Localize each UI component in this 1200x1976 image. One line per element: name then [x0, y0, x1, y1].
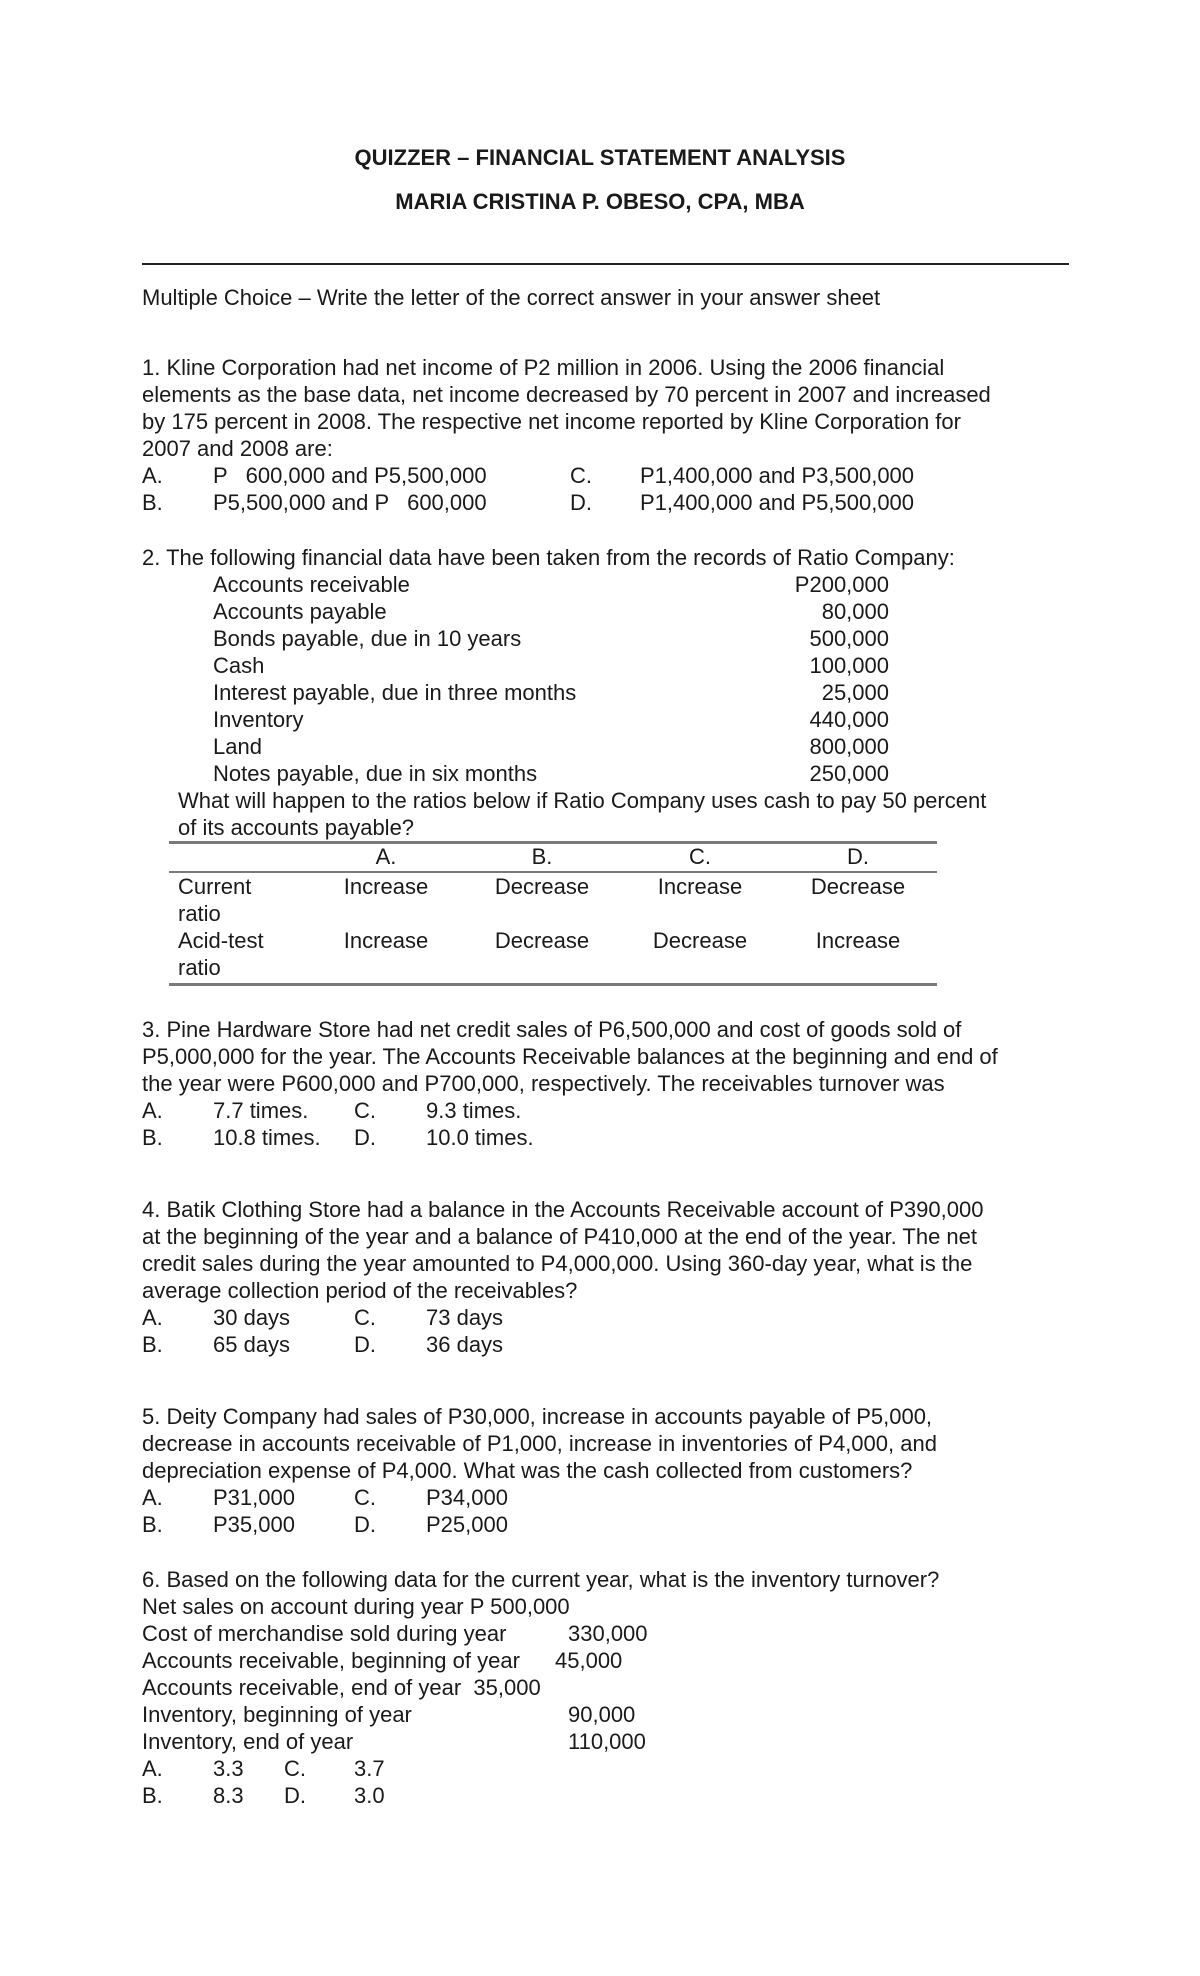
table-cell: Increase — [815, 928, 901, 953]
choice-text: P34,000 — [426, 1485, 508, 1510]
choice-text: P5,500,000 and P 600,000 — [213, 490, 487, 515]
choice-text: 3.3 — [213, 1756, 244, 1781]
question-text-line: at the beginning of the year and a balance of P410,000 at the end of the year. The net — [142, 1224, 978, 1249]
choice-letter: D. — [354, 1125, 376, 1150]
data-label: Inventory, end of year — [142, 1729, 354, 1754]
data-amount: 90,000 — [568, 1702, 636, 1727]
data-amount: 330,000 — [568, 1621, 648, 1646]
question-text-line: 1. Kline Corporation had net income of P2 million in 2006. Using the 2006 financial — [142, 355, 945, 380]
choice-text: 8.3 — [213, 1783, 244, 1808]
choice-letter: B. — [142, 1125, 163, 1150]
choice-text: P31,000 — [213, 1485, 295, 1510]
choice-text: 30 days — [213, 1305, 291, 1330]
data-label: Land — [213, 734, 262, 759]
question-text-line: 2007 and 2008 are: — [142, 436, 333, 461]
choice-letter: B. — [142, 1512, 163, 1537]
question-text-line: 4. Batik Clothing Store had a balance in the Accounts Receivable account of P390,000 — [142, 1197, 984, 1222]
table-header: A. — [375, 844, 397, 869]
choice-letter: C. — [354, 1305, 376, 1330]
question-text-line: elements as the base data, net income decreased by 70 percent in 2007 and increased — [142, 382, 991, 407]
data-amount: P200,000 — [794, 572, 889, 597]
document-title: QUIZZER – FINANCIAL STATEMENT ANALYSIS — [354, 145, 846, 170]
choice-letter: D. — [570, 490, 592, 515]
instructions: Multiple Choice – Write the letter of the correct answer in your answer sheet — [142, 285, 881, 310]
data-amount: 250,000 — [809, 761, 889, 786]
data-label: Accounts payable — [213, 599, 387, 624]
choice-letter: C. — [570, 463, 592, 488]
choice-letter: B. — [142, 1332, 163, 1357]
table-cell: Decrease — [810, 874, 906, 899]
data-amount: 800,000 — [809, 734, 889, 759]
data-amount: 80,000 — [821, 599, 889, 624]
choice-text: 36 days — [426, 1332, 504, 1357]
choice-letter: A. — [142, 1098, 163, 1123]
choice-letter: D. — [284, 1783, 306, 1808]
question-text-line: 6. Based on the following data for the current year, what is the inventory turnover? — [142, 1567, 940, 1592]
question-text-line: 2. The following financial data have been taken from the records of Ratio Company: — [142, 545, 955, 570]
choice-text: P1,400,000 and P5,500,000 — [640, 490, 915, 515]
question-text-line: 3. Pine Hardware Store had net credit sales of P6,500,000 and cost of goods sold of — [142, 1017, 962, 1042]
table-cell: Increase — [657, 874, 743, 899]
table-cell: Decrease — [494, 874, 590, 899]
table-header: C. — [689, 844, 711, 869]
choice-letter: A. — [142, 463, 163, 488]
data-label: Accounts receivable, end of year 35,000 — [142, 1675, 541, 1700]
choice-text: 3.7 — [354, 1756, 385, 1781]
data-label: Interest payable, due in three months — [213, 680, 577, 705]
document-author: MARIA CRISTINA P. OBESO, CPA, MBA — [395, 189, 805, 214]
row-label: Current — [178, 874, 252, 899]
choice-text: P35,000 — [213, 1512, 295, 1537]
question-text-line: credit sales during the year amounted to P4,000,000. Using 360-day year, what is the — [142, 1251, 973, 1276]
question-text-line: depreciation expense of P4,000. What was the cash collected from customers? — [142, 1458, 913, 1483]
question-text-line: the year were P600,000 and P700,000, respectively. The receivables turnover was — [142, 1071, 945, 1096]
data-label: Cash — [213, 653, 265, 678]
data-amount: 110,000 — [568, 1729, 646, 1754]
question-text-line: average collection period of the receivables? — [142, 1278, 578, 1303]
data-label: Net sales on account during year P 500,000 — [142, 1594, 570, 1619]
data-label: Inventory, beginning of year — [142, 1702, 412, 1727]
table-cell: Increase — [343, 928, 429, 953]
choice-text: P 600,000 and P5,500,000 — [213, 463, 487, 488]
choice-letter: A. — [142, 1485, 163, 1510]
data-amount: 45,000 — [555, 1648, 623, 1673]
data-label: Cost of merchandise sold during year — [142, 1621, 507, 1646]
table-cell: Increase — [343, 874, 429, 899]
row-label: ratio — [178, 955, 221, 980]
table-header: D. — [847, 844, 869, 869]
choice-letter: A. — [142, 1756, 163, 1781]
choice-text: P25,000 — [426, 1512, 508, 1537]
question-text-line: decrease in accounts receivable of P1,000, increase in inventories of P4,000, and — [142, 1431, 937, 1456]
header-divider — [142, 263, 1069, 265]
data-label: Accounts receivable, beginning of year — [142, 1648, 520, 1673]
choice-letter: A. — [142, 1305, 163, 1330]
question-text-line: What will happen to the ratios below if Ratio Company uses cash to pay 50 percent — [178, 788, 987, 813]
data-amount: 440,000 — [809, 707, 889, 732]
data-label: Inventory — [213, 707, 304, 732]
row-label: Acid-test — [178, 928, 264, 953]
data-label: Notes payable, due in six months — [213, 761, 538, 786]
choice-text: 10.8 times. — [213, 1125, 321, 1150]
data-label: Bonds payable, due in 10 years — [213, 626, 522, 651]
question-text-line: by 175 percent in 2008. The respective net income reported by Kline Corporation for — [142, 409, 961, 434]
choice-letter: B. — [142, 490, 163, 515]
choice-text: 7.7 times. — [213, 1098, 309, 1123]
choice-letter: C. — [354, 1485, 376, 1510]
data-amount: 500,000 — [809, 626, 889, 651]
choice-letter: C. — [284, 1756, 306, 1781]
row-label: ratio — [178, 901, 221, 926]
table-cell: Decrease — [494, 928, 590, 953]
choice-text: P1,400,000 and P3,500,000 — [640, 463, 915, 488]
choice-text: 9.3 times. — [426, 1098, 522, 1123]
table-bottom-rule — [169, 983, 937, 986]
choice-letter: B. — [142, 1783, 163, 1808]
choice-text: 73 days — [426, 1305, 504, 1330]
table-header: B. — [531, 844, 553, 869]
table-cell: Decrease — [652, 928, 748, 953]
question-text-line: P5,000,000 for the year. The Accounts Receivable balances at the beginning and end of — [142, 1044, 998, 1069]
data-amount: 25,000 — [821, 680, 889, 705]
choice-text: 3.0 — [354, 1783, 385, 1808]
choice-text: 65 days — [213, 1332, 291, 1357]
question-text-line: 5. Deity Company had sales of P30,000, increase in accounts payable of P5,000, — [142, 1404, 933, 1429]
choice-letter: C. — [354, 1098, 376, 1123]
data-amount: 100,000 — [809, 653, 889, 678]
choice-text: 10.0 times. — [426, 1125, 534, 1150]
data-label: Accounts receivable — [213, 572, 410, 597]
choice-letter: D. — [354, 1332, 376, 1357]
choice-letter: D. — [354, 1512, 376, 1537]
question-text-line: of its accounts payable? — [178, 815, 415, 840]
